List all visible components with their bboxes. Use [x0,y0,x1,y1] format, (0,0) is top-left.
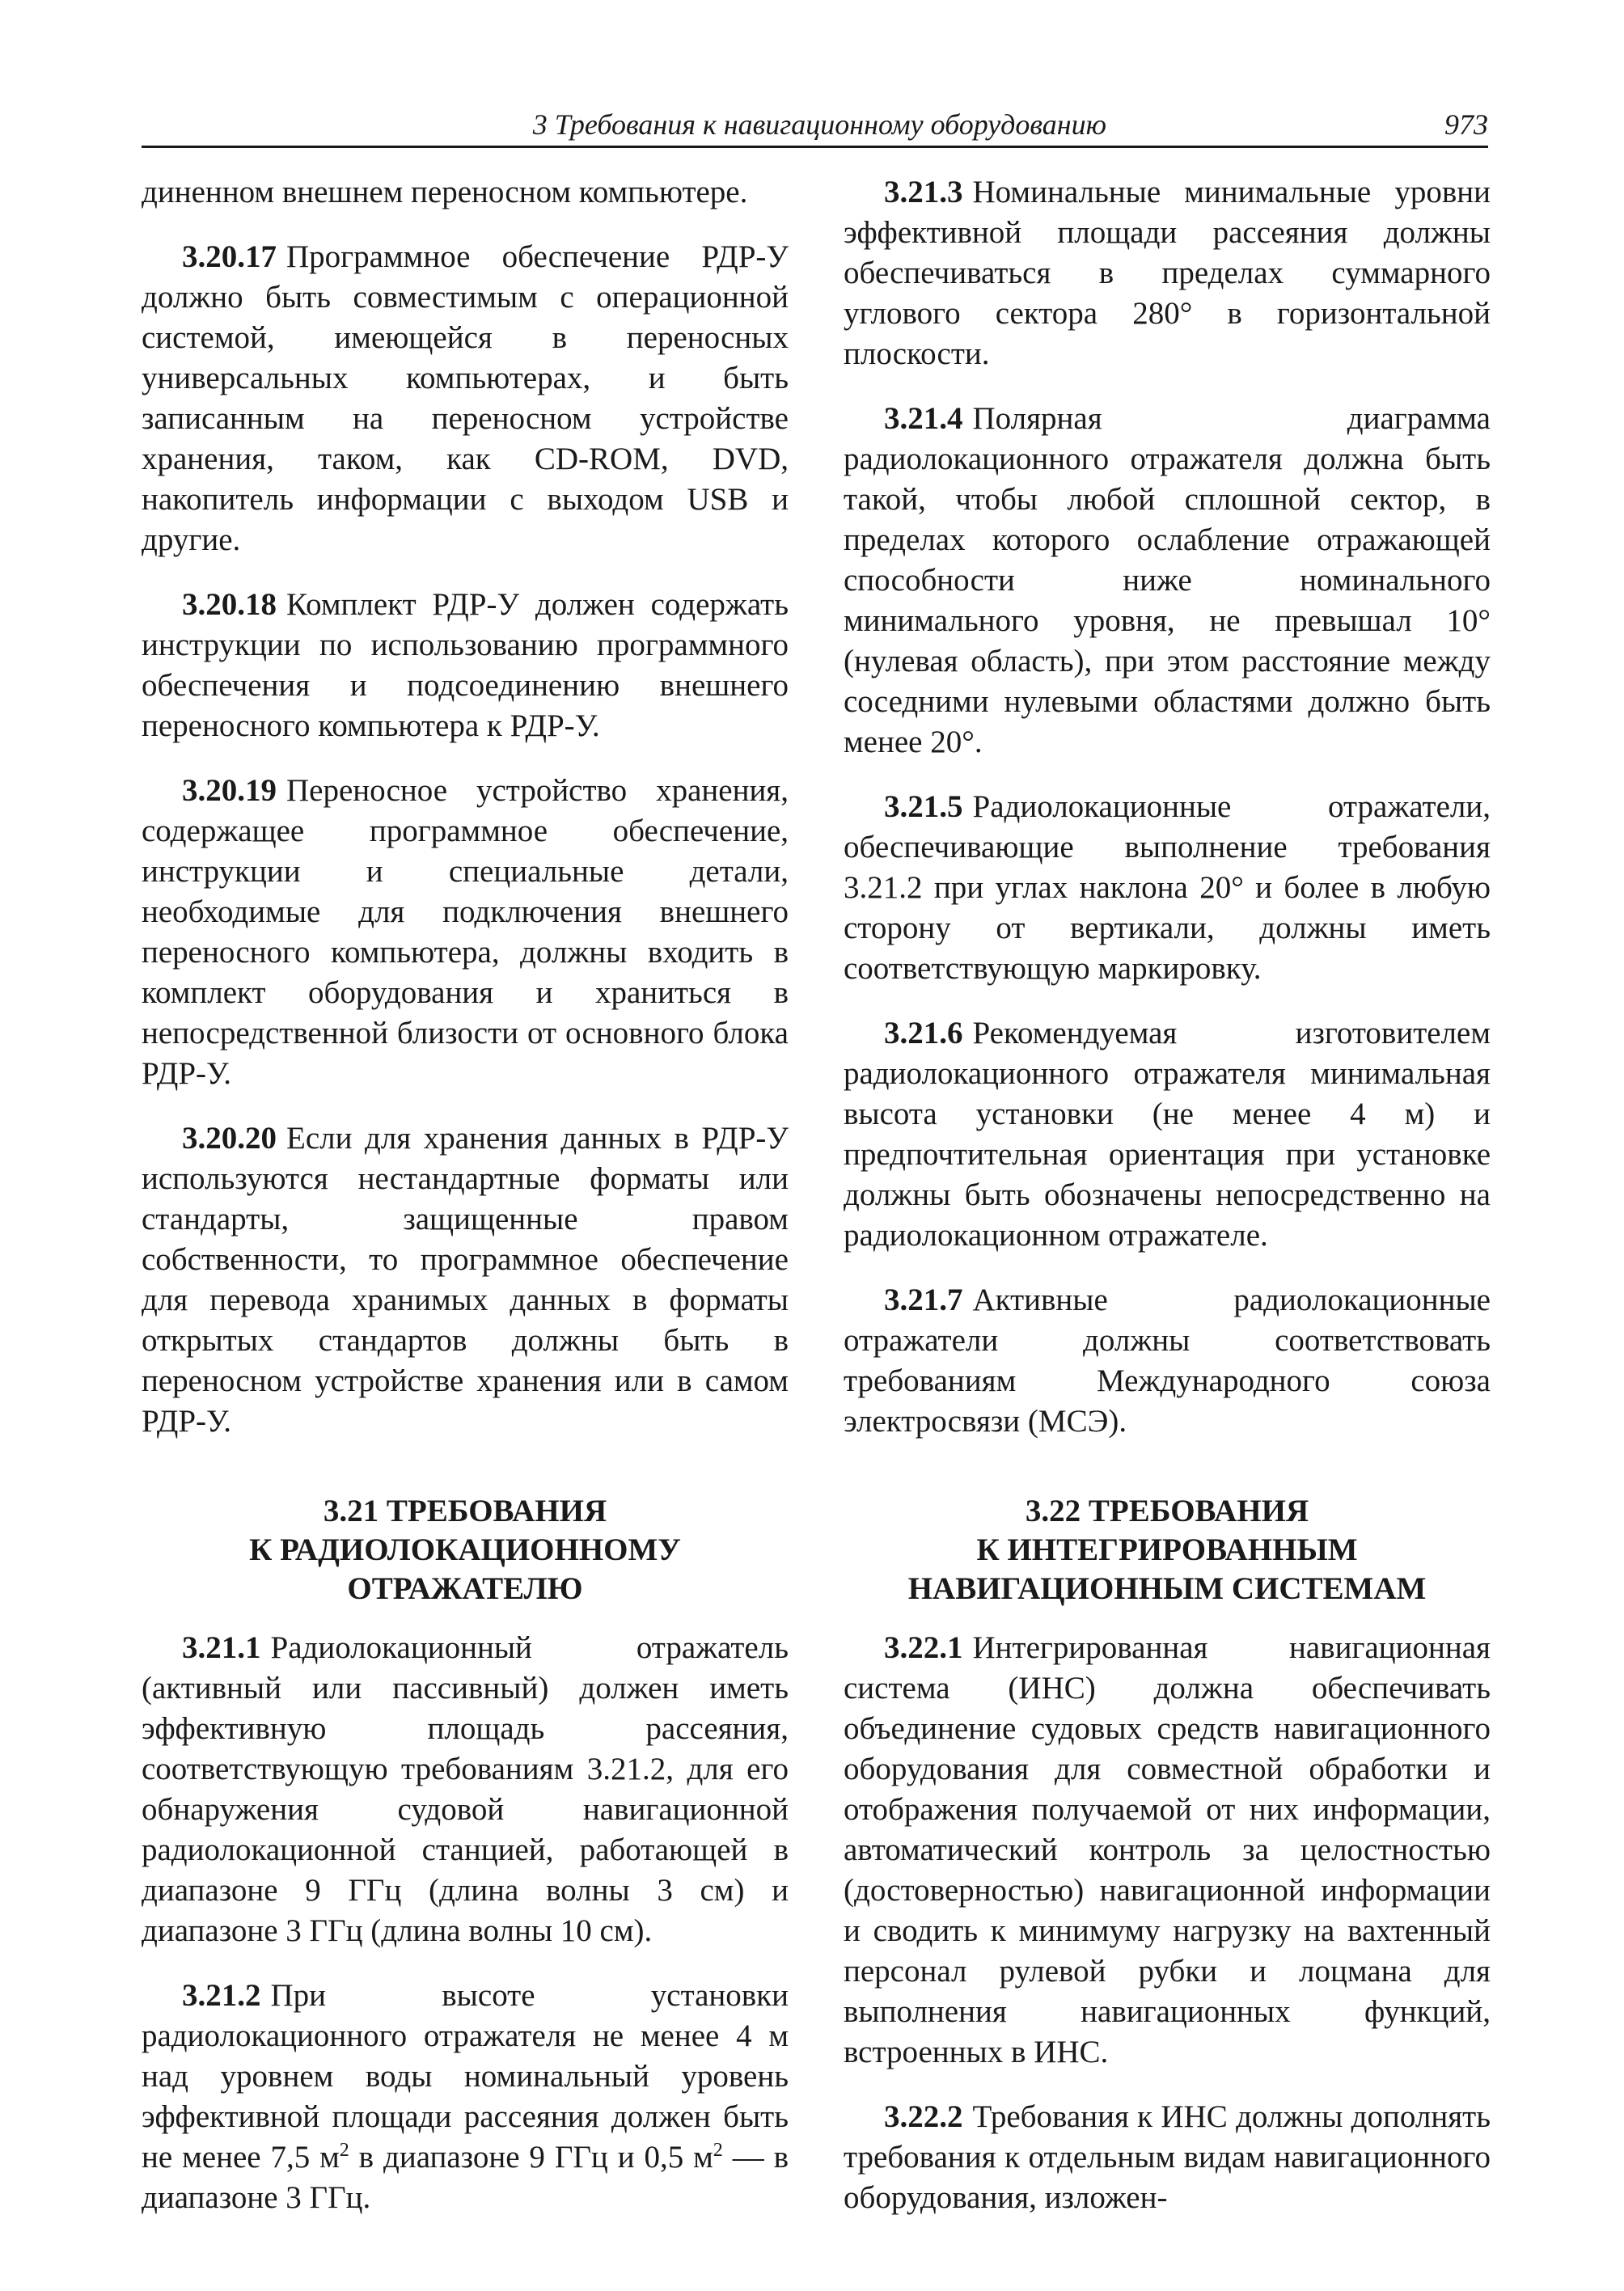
paragraph-3-21-1 [142,1628,789,1951]
left-column [142,172,789,2242]
paragraph-3-21-6 [844,1013,1491,1256]
paragraph-3-22-2 [844,2097,1491,2218]
superscript: 2 [339,2140,349,2161]
superscript: 2 [713,2140,723,2161]
paragraph-text: Активные радиолокационные отражатели должны соответствовать требованиям Международного союза электросвязи (МСЭ). [844,1283,1491,1439]
paragraph-text: — в диапазоне 3 ГГц. [142,2140,789,2215]
paragraph-continued [142,172,789,213]
paragraph-text: Рекомендуемая изготовителем радиолокационного отражателя минимальная высота установки (не менее 4 м) и предпочтительная ориентация при установке должны быть обозначены непосредственно на радиолокационном отражателе. [844,1016,1491,1253]
heading-line: 3.21 ТРЕБОВАНИЯ [323,1494,607,1528]
paragraph-3-20-17 [142,237,789,560]
clause-number: 3.20.20 [182,1121,277,1156]
clause-number: 3.21.6 [884,1016,963,1050]
paragraph-text: Радиолокационные отражатели, обеспечивающие выполнение требования 3.21.2 при углах наклона 20° и более в любую сторону от вертикали, должны иметь соответствующую маркировку. [844,789,1491,986]
clause-number: 3.21.2 [182,1978,261,2013]
paragraph-text: Радиолокационный отражатель (активный или пассивный) должен иметь эффективную площадь рассеяния, соответствующую требованиям 3.21.2, для его обнаружения судовой навигационной радиолокационной станцией, работающей в диапазоне 9 ГГц (длина волны 3 см) и диапазоне 3 ГГц (длина волны 10 см). [142,1630,789,1948]
heading-line: 3.22 ТРЕБОВАНИЯ [1025,1494,1309,1528]
clause-number: 3.20.17 [182,239,277,274]
paragraph-text: Полярная диаграмма радиолокационного отражателя должна быть такой, чтобы любой сплошной сектор, в пределах которого ослабление отражающей способности ниже номинального минимального уровня, не превышал 10° (нулевая область), при этом расстояние между соседними нулевыми областями должно быть менее 20°. [844,401,1491,759]
paragraph-3-20-18 [142,585,789,746]
heading-line: ОТРАЖАТЕЛЮ [347,1571,583,1606]
paragraph-3-21-7 [844,1280,1491,1442]
page-number: 973 [1444,108,1488,141]
section-heading-3-22 [844,1492,1491,1608]
paragraph-3-22-1 [844,1628,1491,2073]
paragraph-text: Программное обеспечение РДР-У должно быть совместимым с операционной системой, имеющейся в переносных универсальных компьютерах, и быть записанным на переносном устройстве хранения, таком, как CD-ROM, DVD, накопитель информации с выходом USB и другие. [142,239,789,557]
clause-number: 3.20.18 [182,587,277,622]
clause-number: 3.21.7 [884,1283,963,1317]
paragraph-text: Требования к ИНС должны дополнять требования к отдельным видам навигационного оборудования, изложен- [844,2099,1491,2215]
paragraph-3-21-2 [142,1976,789,2218]
heading-line: НАВИГАЦИОННЫМ СИСТЕМАМ [907,1571,1427,1606]
clause-number: 3.22.2 [884,2099,963,2134]
heading-line: К РАДИОЛОКАЦИОННОМУ [249,1532,681,1567]
paragraph-3-21-4 [844,399,1491,763]
clause-number: 3.21.4 [884,401,963,436]
running-header [142,104,1488,148]
paragraph-text: диненном внешнем переносном компьютере. [142,175,748,209]
clause-number: 3.22.1 [884,1630,963,1665]
heading-line: К ИНТЕГРИРОВАННЫМ [976,1532,1358,1567]
paragraph-text: Комплект РДР-У должен содержать инструкции по использованию программного обеспечения и подсоединению внешнего переносного компьютера к РДР-У. [142,587,789,743]
paragraph-text: Интегрированная навигационная система (ИНС) должна обеспечивать объединение судовых средств навигационного оборудования для совместной обработки и отображения получаемой от них информации, автоматический контроль за целостностью (достоверностью) навигационной информации и сводить к минимуму нагрузку на вахтенный персонал рулевой рубки и лоцмана для выполнения навигационных функций, встроенных в ИНС. [844,1630,1491,2069]
paragraph-3-20-20 [142,1118,789,1442]
paragraph-3-21-5 [844,787,1491,989]
clause-number: 3.21.3 [884,175,963,209]
paragraph-text: При высоте установки радиолокационного отражателя не менее 4 м над уровнем воды номинальный уровень эффективной площади рассеяния должен быть не менее 7,5 м [142,1978,789,2175]
paragraph-text: Переносное устройство хранения, содержащее программное обеспечение, инструкции и специальные детали, необходимые для подключения внешнего переносного компьютера, должны входить в комплект оборудования и храниться в непосредственной близости от основного блока РДР-У. [142,773,789,1091]
paragraph-text: в диапазоне 9 ГГц и 0,5 м [349,2140,713,2175]
clause-number: 3.21.1 [182,1630,261,1665]
section-heading-3-21 [142,1492,789,1608]
running-title: 3 Требования к навигационному оборудованию [532,108,1106,141]
paragraph-text: Если для хранения данных в РДР-У используются нестандартные форматы или стандарты, защищенные правом собственности, то программное обеспечение для перевода хранимых данных в форматы открытых стандартов должны быть в переносном устройстве хранения или в самом РДР-У. [142,1121,789,1439]
clause-number: 3.21.5 [884,789,963,824]
paragraph-text: Номинальные минимальные уровни эффективной площади рассеяния должны обеспечиваться в пределах суммарного углового сектора 280° в горизонтальной плоскости. [844,175,1491,371]
right-column [844,172,1491,2242]
paragraph-3-21-3 [844,172,1491,374]
paragraph-3-20-19 [142,771,789,1094]
clause-number: 3.20.19 [182,773,277,808]
